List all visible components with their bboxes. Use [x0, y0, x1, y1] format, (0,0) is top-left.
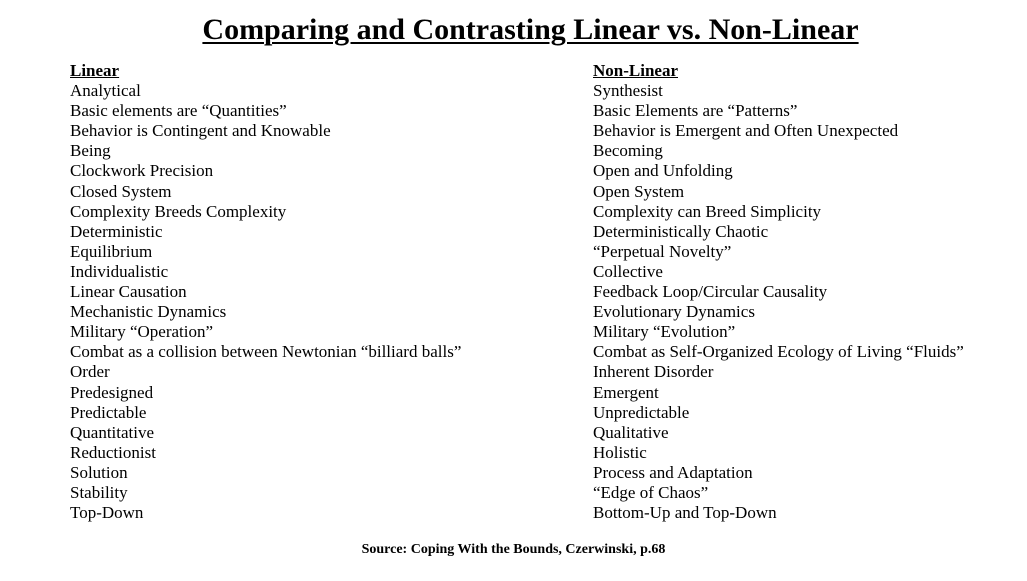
nonlinear-item: Open and Unfolding — [593, 161, 733, 181]
linear-item: Predesigned — [70, 382, 154, 402]
linear-item: Basic elements are “Quantities” — [70, 101, 287, 121]
linear-item: Military “Operation” — [70, 322, 214, 342]
nonlinear-item: Emergent — [593, 382, 659, 402]
linear-item: Reductionist — [70, 442, 156, 462]
linear-column — [70, 61, 461, 523]
nonlinear-item: Qualitative — [593, 422, 669, 442]
linear-item: Being — [70, 141, 111, 161]
nonlinear-item: Holistic — [593, 442, 647, 462]
linear-item: Complexity Breeds Complexity — [70, 201, 287, 221]
linear-item: Closed System — [70, 181, 172, 201]
nonlinear-item: Basic Elements are “Patterns” — [593, 101, 798, 121]
nonlinear-item: Complexity can Breed Simplicity — [593, 201, 822, 221]
linear-item: Deterministic — [70, 221, 163, 241]
linear-item: Equilibrium — [70, 241, 153, 261]
linear-item: Order — [70, 362, 110, 382]
linear-item: Combat as a collision between Newtonian “billiard balls” — [70, 342, 462, 362]
nonlinear-item: Open System — [593, 181, 685, 201]
nonlinear-item: Collective — [593, 261, 663, 281]
linear-item: Top-Down — [70, 503, 144, 523]
linear-column-header: Linear — [70, 61, 120, 80]
linear-item: Clockwork Precision — [70, 161, 214, 181]
nonlinear-item: Inherent Disorder — [593, 362, 714, 382]
linear-item: Solution — [70, 462, 128, 482]
linear-item: Quantitative — [70, 422, 155, 442]
linear-item: Linear Causation — [70, 282, 187, 302]
linear-item: Mechanistic Dynamics — [70, 302, 227, 322]
page-title: Comparing and Contrasting Linear vs. Non-Linear — [202, 13, 859, 46]
nonlinear-item: Military “Evolution” — [593, 322, 736, 342]
nonlinear-item: Combat as Self-Organized Ecology of Living “Fluids” — [593, 342, 964, 362]
nonlinear-item: Becoming — [593, 141, 663, 161]
source-citation: Source: Coping With the Bounds, Czerwinski, p.68 — [361, 542, 666, 557]
nonlinear-item: Feedback Loop/Circular Causality — [593, 282, 828, 302]
nonlinear-item: Unpredictable — [593, 402, 690, 422]
nonlinear-item: Behavior is Emergent and Often Unexpected — [593, 121, 899, 141]
nonlinear-item: Deterministically Chaotic — [593, 221, 769, 241]
nonlinear-item: “Edge of Chaos” — [593, 482, 709, 502]
linear-item: Behavior is Contingent and Knowable — [70, 121, 331, 141]
nonlinear-column — [593, 61, 964, 523]
linear-item: Predictable — [70, 402, 147, 422]
nonlinear-column-header: Non-Linear — [593, 61, 678, 80]
nonlinear-item: “Perpetual Novelty” — [593, 241, 732, 261]
linear-item: Analytical — [70, 81, 141, 101]
linear-item: Stability — [70, 482, 128, 502]
nonlinear-item: Process and Adaptation — [593, 462, 753, 482]
linear-item: Individualistic — [70, 261, 169, 281]
nonlinear-item: Bottom-Up and Top-Down — [593, 503, 777, 523]
nonlinear-item: Evolutionary Dynamics — [593, 302, 755, 322]
nonlinear-item: Synthesist — [593, 81, 663, 101]
